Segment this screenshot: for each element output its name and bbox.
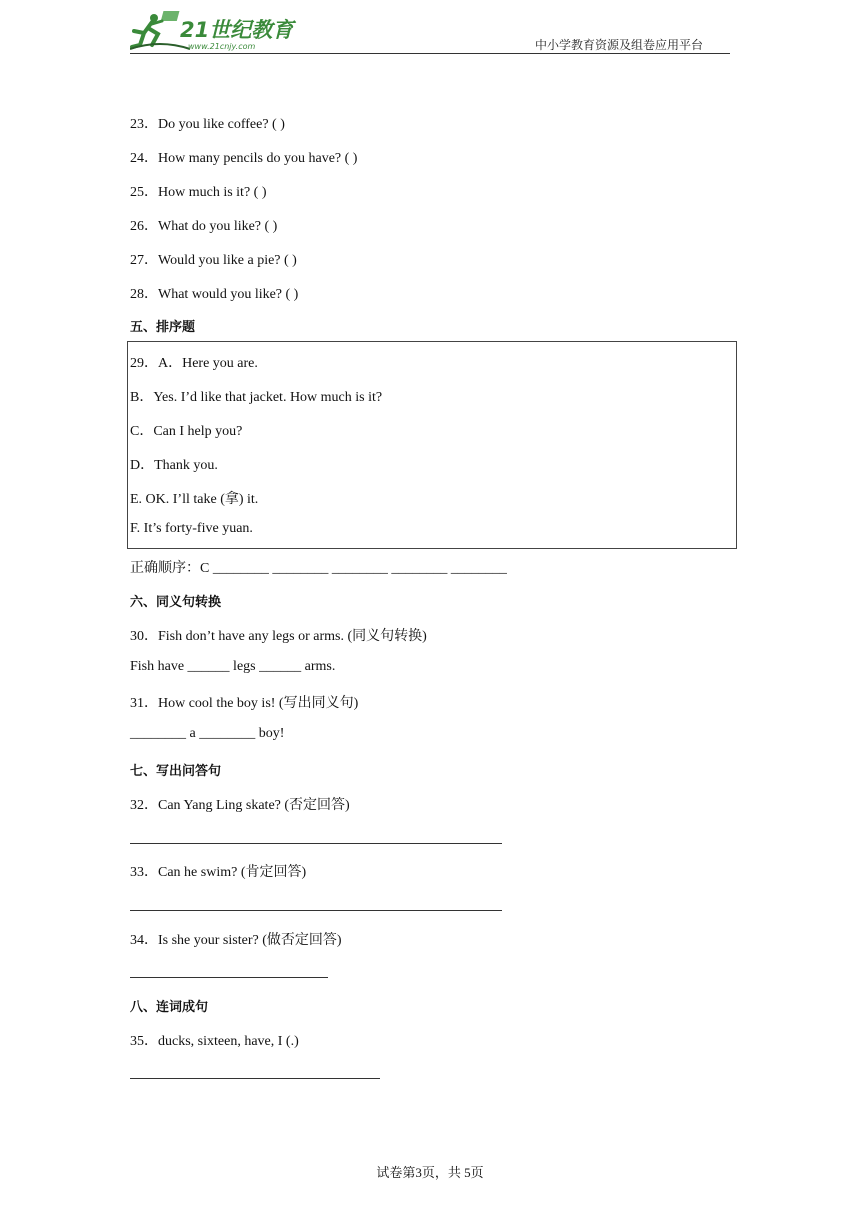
ordering-line-f: F. It’s forty-five yuan. bbox=[130, 521, 253, 536]
answer-line-34[interactable] bbox=[130, 977, 328, 978]
ordering-line-e: E. OK. I’ll take (拿) it. bbox=[130, 492, 259, 507]
section-6-title: 六、同义句转换 bbox=[130, 595, 222, 610]
section-7-title: 七、写出问答句 bbox=[130, 764, 222, 779]
question-35: 35．ducks, sixteen, have, I (.) bbox=[130, 1034, 299, 1049]
question-30-blank[interactable]: Fish have ______ legs ______ arms. bbox=[130, 659, 336, 674]
question-26: 26．What do you like? ( ) bbox=[130, 219, 278, 234]
platform-name: 中小学教育资源及组卷应用平台 bbox=[535, 38, 704, 52]
answer-line-32[interactable] bbox=[130, 843, 502, 844]
section-8-title: 八、连词成句 bbox=[130, 1000, 209, 1015]
question-33: 33．Can he swim? (肯定回答) bbox=[130, 865, 307, 880]
question-23: 23．Do you like coffee? ( ) bbox=[130, 117, 285, 132]
question-34: 34．Is she your sister? (做否定回答) bbox=[130, 933, 342, 948]
answer-line-33[interactable] bbox=[130, 910, 502, 911]
question-32: 32．Can Yang Ling skate? (否定回答) bbox=[130, 798, 350, 813]
ordering-answer[interactable]: 正确顺序：C ________ ________ ________ ________ ________ bbox=[130, 561, 507, 576]
answer-line-35[interactable] bbox=[130, 1078, 380, 1079]
question-25: 25．How much is it? ( ) bbox=[130, 185, 267, 200]
ordering-box bbox=[127, 341, 737, 549]
page-footer: 试卷第3页，共 5页 bbox=[376, 1165, 484, 1180]
question-30: 30．Fish don’t have any legs or arms. (同义句转换) bbox=[130, 629, 427, 644]
brand-logo bbox=[130, 9, 300, 51]
section-5-title: 五、排序题 bbox=[130, 320, 196, 335]
question-31-blank[interactable]: ________ a ________ boy! bbox=[130, 726, 285, 741]
ordering-line-c: C．Can I help you? bbox=[130, 424, 243, 439]
ordering-line-b: B．Yes. I’d like that jacket. How much is it? bbox=[130, 390, 383, 405]
header-rule bbox=[130, 53, 730, 54]
brand-url: www.21cnjy.com bbox=[188, 42, 256, 51]
brand-text: 21世纪教育 bbox=[180, 18, 294, 42]
question-27: 27．Would you like a pie? ( ) bbox=[130, 253, 297, 268]
ordering-line-d: D．Thank you. bbox=[130, 458, 218, 473]
question-28: 28．What would you like? ( ) bbox=[130, 287, 299, 302]
runner-icon bbox=[130, 9, 300, 51]
question-24: 24．How many pencils do you have? ( ) bbox=[130, 151, 358, 166]
ordering-line-a: 29．A．Here you are. bbox=[130, 356, 258, 371]
question-31: 31．How cool the boy is! (写出同义句) bbox=[130, 696, 359, 711]
